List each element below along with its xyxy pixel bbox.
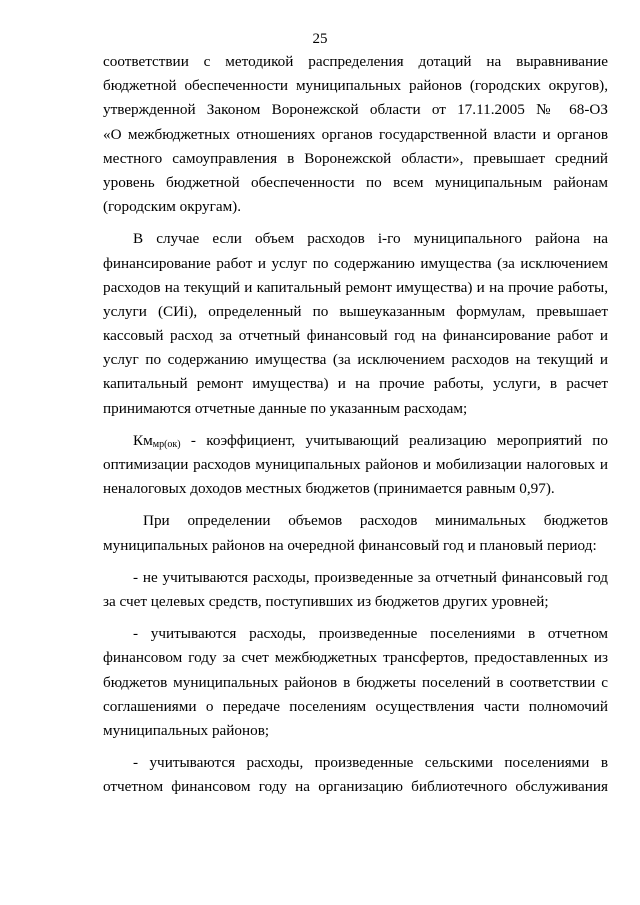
paragraph-3-coefficient <box>103 429 608 502</box>
paragraph-7-list-item <box>103 751 608 799</box>
paragraph-6-list-item <box>103 622 608 743</box>
text-line: «О межбюджетных отношениях органов государственной власти и органов <box>103 125 608 143</box>
text-line: кассовый расход за отчетный финансовый год на финансирование работ и <box>103 327 608 345</box>
document-body <box>103 50 608 799</box>
text-line: соответствии с методикой распределения дотаций на выравнивание <box>103 53 608 70</box>
text-line: финансирование работ и услуг по содержанию имущества (за исключением <box>103 254 608 272</box>
text-line: (городским округам). <box>103 198 242 216</box>
paragraph-2 <box>103 227 608 421</box>
coefficient-symbol: Км <box>133 431 153 449</box>
coefficient-subscript: мр(ок) <box>152 438 181 450</box>
paragraph-1 <box>103 50 608 219</box>
text-line: муниципальных районов на очередной финансовый год и плановый период: <box>103 536 597 554</box>
page-number: 25 <box>312 31 328 47</box>
text-line: финансовом году за счет межбюджетных трансфертов, предоставленных из <box>103 649 608 667</box>
text-line: отчетном финансовом году на организацию библиотечного обслуживания <box>103 778 608 796</box>
text-line: оптимизации расходов муниципальных районов и мобилизации налоговых и <box>103 456 608 473</box>
coefficient-description: - коэффициент, учитывающий реализацию мероприятий по <box>180 431 608 449</box>
text-line: В случае если объем расходов i-го муниципального района на <box>133 230 608 248</box>
text-line: принимаются отчетные данные по указанным расходам; <box>103 399 468 417</box>
text-line: капитальный ремонт имущества) и на прочие работы, услуги, в расчет <box>103 375 608 393</box>
text-line: услуги (СИi), определенный по вышеуказанным формулам, превышает <box>103 302 608 320</box>
text-line: за счет целевых средств, поступивших из бюджетов других уровней; <box>103 592 549 610</box>
text-line: неналоговых доходов местных бюджетов (принимается равным 0,97). <box>103 480 555 498</box>
text-line: утвержденной Законом Воронежской области от 17.11.2005 № 68-ОЗ <box>103 101 608 119</box>
text-line: муниципальных районов; <box>103 721 270 739</box>
text-line: услуг по содержанию имущества (за исключением расходов на текущий и <box>103 351 608 369</box>
text-line <box>103 429 608 453</box>
paragraph-4 <box>103 509 608 557</box>
text-line: бюджетов муниципальных районов в бюджеты поселений в соответствии с <box>103 673 608 691</box>
paragraph-5-list-item <box>103 566 608 614</box>
text-line: расходов на текущий и капитальный ремонт имущества) и на прочие работы, <box>103 278 608 296</box>
text-line: - учитываются расходы, произведенные поселениями в отчетном <box>133 625 608 643</box>
text-line: местного самоуправления в Воронежской области», превышает средний <box>103 149 608 167</box>
text-line: соглашениями о передаче поселениям осуществления части полномочий <box>103 697 608 715</box>
text-line: - учитываются расходы, произведенные сельскими поселениями в <box>133 754 608 772</box>
text-line: При определении объемов расходов минимальных бюджетов <box>143 512 608 530</box>
text-line: уровень бюджетной обеспеченности по всем муниципальным районам <box>103 173 608 191</box>
text-line: - не учитываются расходы, произведенные за отчетный финансовый год <box>133 568 608 586</box>
text-line: бюджетной обеспеченности муниципальных районов (городских округов), <box>103 77 608 95</box>
